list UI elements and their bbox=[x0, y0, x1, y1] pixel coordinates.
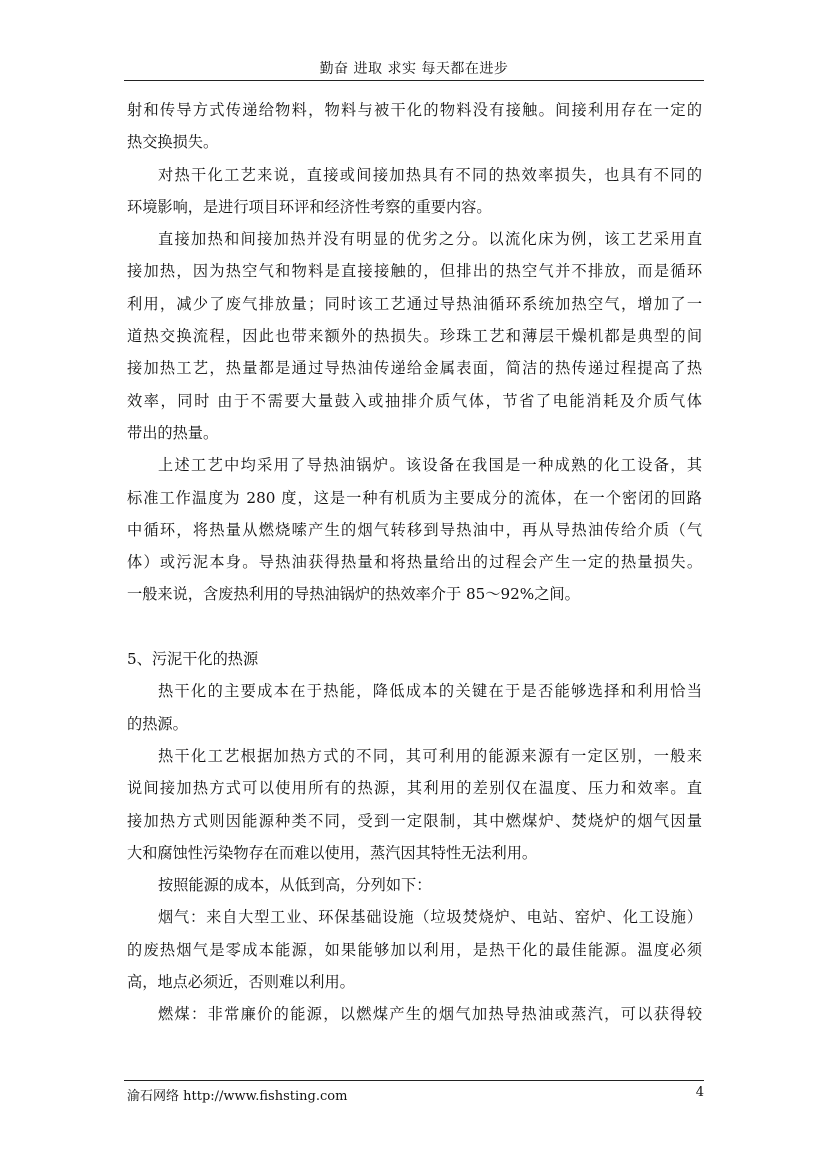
text-line: 中循环，将热量从燃烧嗦产生的烟气转移到导热油中，再从导热油传给介质（气 bbox=[127, 520, 702, 539]
text-line: 直接加热和间接加热并没有明显的优劣之分。以流化床为例，该工艺采用直 bbox=[158, 230, 702, 249]
text-line: 带出的热量。 bbox=[127, 423, 219, 442]
text-line: 效率，同时 由于不需要大量鼓入或抽排介质气体，节省了电能消耗及介质气体 bbox=[127, 391, 702, 410]
text-line: 接加热工艺，热量都是通过导热油传递给金属表面，简洁的热传递过程提高了热 bbox=[127, 359, 702, 378]
text-line: 上述工艺中均采用了导热油锅炉。该设备在我国是一种成熟的化工设备，其 bbox=[158, 456, 702, 475]
text-line: 大和腐蚀性污染物存在而难以使用，蒸汽因其特性无法利用。 bbox=[127, 843, 538, 862]
paragraph-gap bbox=[127, 611, 702, 643]
text-line: 说间接加热方式可以使用所有的热源，其利用的差别仅在温度、压力和效率。直 bbox=[127, 779, 702, 798]
footer-source: 渝石网络 http://www.fishsting.com bbox=[127, 1089, 348, 1104]
text-line: 对热干化工艺来说，直接或间接加热具有不同的热效率损失，也具有不同的 bbox=[158, 165, 702, 184]
text-line: 接加热方式则因能源种类不同，受到一定限制，其中燃煤炉、焚烧炉的烟气因量 bbox=[127, 811, 702, 830]
text-line: 射和传导方式传递给物料，物料与被干化的物料没有接触。间接利用存在一定的 bbox=[127, 101, 702, 119]
text-line: 利用，减少了废气排放量；同时该工艺通过导热油循环系统加热空气，增加了一 bbox=[127, 294, 702, 313]
text-line: 按照能源的成本，从低到高，分列如下： bbox=[158, 876, 432, 895]
text-line: 热干化工艺根据加热方式的不同，其可利用的能源来源有一定区别，一般来 bbox=[158, 746, 702, 765]
text-line: 热交换损失。 bbox=[127, 133, 219, 152]
text-line: 高，地点必须近，否则难以利用。 bbox=[127, 973, 355, 992]
document-body bbox=[127, 94, 702, 1031]
section-heading: 5、污泥干化的热源 bbox=[127, 650, 259, 669]
page-number: 4 bbox=[695, 1085, 704, 1100]
text-line: 的热源。 bbox=[127, 714, 188, 733]
text-line: 体）或污泥本身。导热油获得热量和将热量给出的过程会产生一定的热量损失。 bbox=[127, 553, 702, 572]
text-line: 环境影响，是进行项目环评和经济性考察的重要内容。 bbox=[127, 197, 492, 216]
page-header-motto: 勤奋 进取 求实 每天都在进步 bbox=[319, 61, 509, 77]
text-line: 接加热，因为热空气和物料是直接接触的，但排出的热空气并不排放，而是循环 bbox=[127, 262, 702, 281]
header-divider bbox=[124, 80, 704, 81]
text-line: 道热交换流程，因此也带来额外的热损失。珍珠工艺和薄层干燥机都是典型的间 bbox=[127, 327, 702, 346]
text-line: 的废热烟气是零成本能源，如果能够加以利用，是热干化的最佳能源。温度必须 bbox=[127, 940, 702, 959]
text-line: 热干化的主要成本在于热能，降低成本的关键在于是否能够选择和利用恰当 bbox=[158, 682, 702, 701]
text-line: 燃煤：非常廉价的能源，以燃煤产生的烟气加热导热油或蒸汽，可以获得较 bbox=[158, 1005, 702, 1024]
footer-divider bbox=[124, 1080, 704, 1081]
text-line: 一般来说，含废热利用的导热油锅炉的热效率介于 85～92%之间。 bbox=[127, 585, 580, 604]
text-line: 烟气：来自大型工业、环保基础设施（垃圾焚烧炉、电站、窑炉、化工设施） bbox=[158, 908, 702, 927]
text-line: 标准工作温度为 280 度，这是一种有机质为主要成分的流体，在一个密闭的回路 bbox=[127, 488, 702, 507]
